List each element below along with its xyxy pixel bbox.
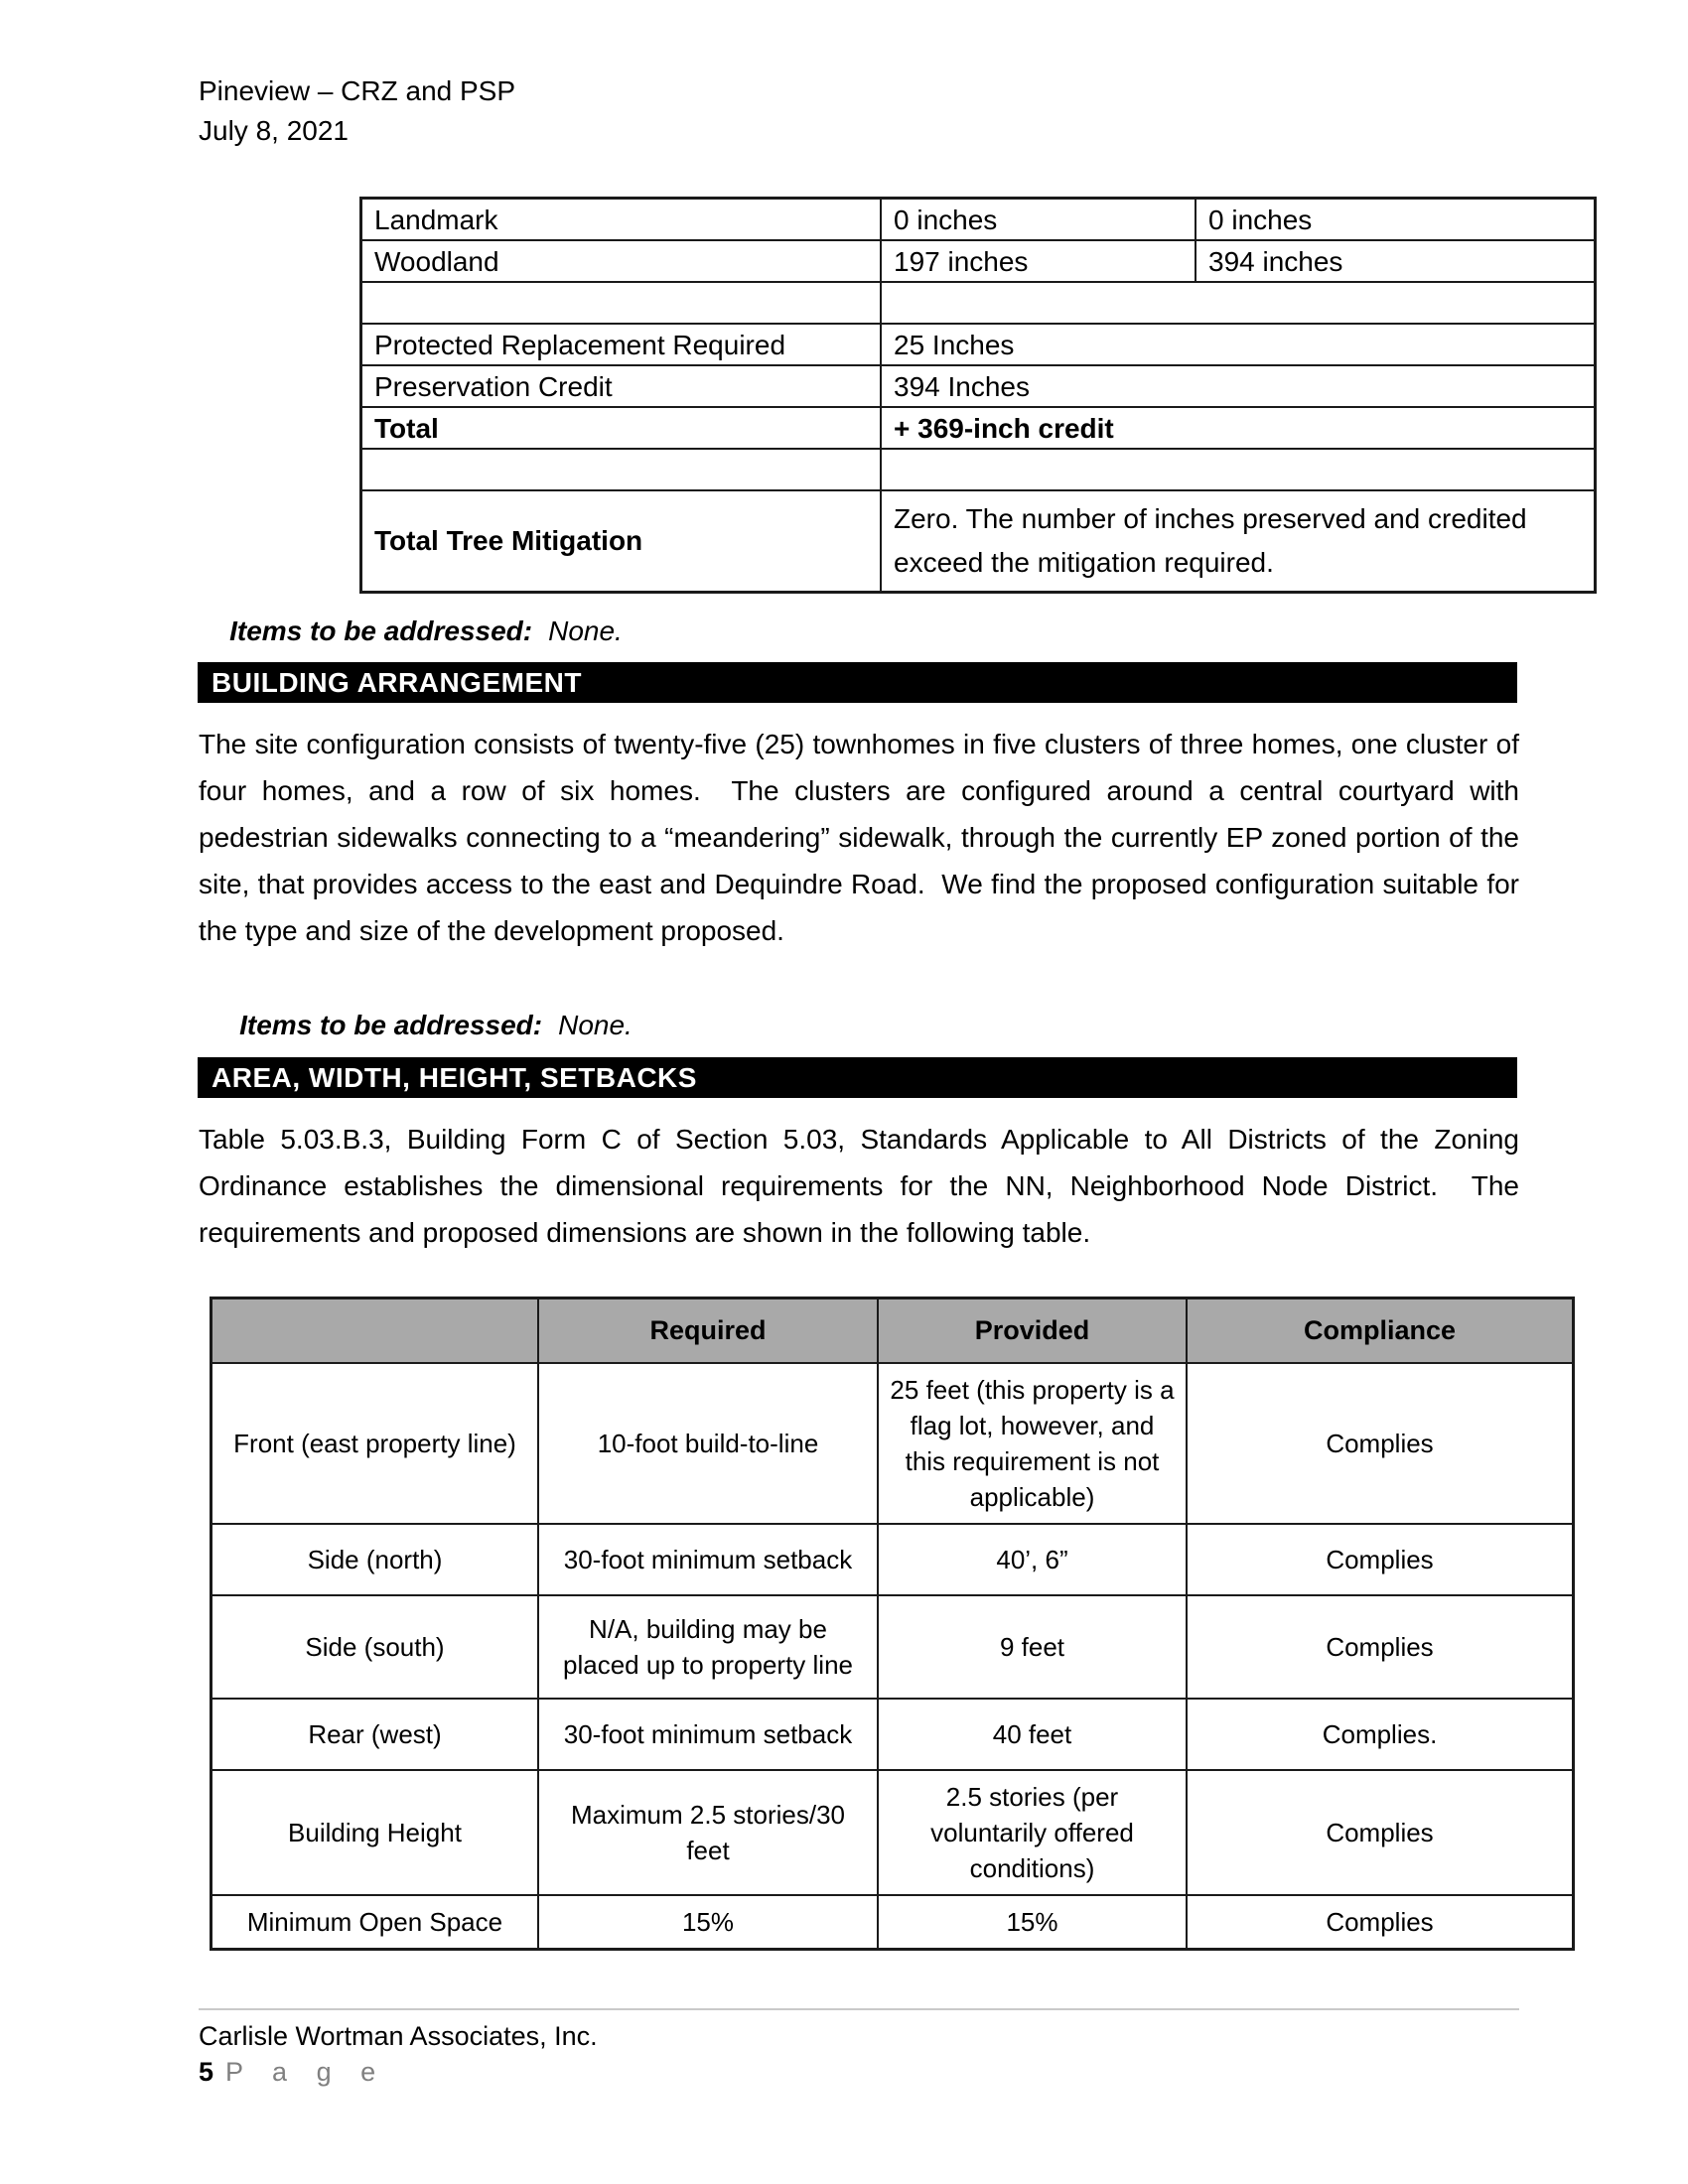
table-row [211,1770,1574,1895]
dimensional-requirements-table [210,1297,1575,1951]
cell-provided: 40’, 6” [878,1524,1187,1595]
cell-provided: 15% [878,1895,1187,1950]
cell-label [361,282,882,324]
footer-company: Carlisle Wortman Associates, Inc. [199,2021,598,2051]
cell-required: 30-foot minimum setback [538,1524,878,1595]
document-header [199,71,515,151]
table-row [361,324,1596,365]
cell-name: Building Height [211,1770,539,1895]
building-arrangement-paragraph: The site configuration consists of twenty-five (25) townhomes in five clusters of three homes, one cluster of four homes, and a row of six homes. The clusters are configured around a central courtyard with pedestrian sidewalks connecting to a “meandering” sidewalk, through the currently EP zoned portion of the site, that provides access to the east and Dequindre Road. We find the proposed configuration suitable for the type and size of the development proposed. [199,729,1527,946]
cell-required: 10-foot build-to-line [538,1363,878,1524]
cell-provided: 2.5 stories (per voluntarily offered conditions) [878,1770,1187,1895]
header-cell-compliance: Compliance [1187,1298,1574,1364]
cell-value: Zero. The number of inches preserved and credited exceed the mitigation required. [881,490,1596,593]
cell-label: Preservation Credit [361,365,882,407]
table-row [361,199,1596,241]
cell-required: 15% [538,1895,878,1950]
cell-name: Front (east property line) [211,1363,539,1524]
section-title: BUILDING ARRANGEMENT [211,666,582,698]
cell-name: Minimum Open Space [211,1895,539,1950]
items-label: Items to be addressed: [239,1010,543,1040]
tree-mitigation-table [359,197,1597,594]
table-row [361,449,1596,490]
cell-label: Woodland [361,240,882,282]
section-title: AREA, WIDTH, HEIGHT, SETBACKS [211,1061,697,1093]
cell-compliance: Complies [1187,1363,1574,1524]
cell-provided: 25 feet (this property is a flag lot, however, and this requirement is not applicable) [878,1363,1187,1524]
footer-page-line [199,2057,386,2088]
page-label: P a g e [225,2057,387,2087]
table-header-row [211,1298,1574,1364]
cell-required: Maximum 2.5 stories/30 feet [538,1770,878,1895]
table-row [211,1895,1574,1950]
cell-name: Rear (west) [211,1699,539,1770]
cell-provided: 9 feet [878,1595,1187,1699]
cell-value: 394 Inches [881,365,1596,407]
table-row [361,365,1596,407]
section-banner-area-width-height-setbacks [198,1057,1517,1098]
table-row [361,282,1596,324]
cell-compliance: Complies [1187,1895,1574,1950]
cell-required: 30-foot minimum setback [538,1699,878,1770]
header-cell-required: Required [538,1298,878,1364]
cell-value [881,282,1596,324]
cell-compliance: Complies. [1187,1699,1574,1770]
items-value: None. [548,615,623,646]
area-setbacks-paragraph: Table 5.03.B.3, Building Form C of Section 5.03, Standards Applicable to All Districts of the Zoning Ordinance establishes the dimensional requirements for the NN, Neighborhood Node District. The requirements and proposed dimensions are shown in the following table. [199,1124,1527,1248]
table-row [211,1595,1574,1699]
table-row [361,240,1596,282]
table-row [211,1524,1574,1595]
page-number: 5 [199,2057,214,2087]
document-title: Pineview – CRZ and PSP [199,75,516,106]
section-banner-building-arrangement [198,662,1517,703]
cell-label: Protected Replacement Required [361,324,882,365]
cell-compliance: Complies [1187,1770,1574,1895]
table-row [361,407,1596,449]
cell-label: Landmark [361,199,882,241]
cell-name: Side (north) [211,1524,539,1595]
footer-divider [199,2008,1519,2010]
table-row [211,1363,1574,1524]
cell-value: + 369-inch credit [881,407,1596,449]
table-row [361,490,1596,593]
cell-value: 0 inches [881,199,1196,241]
header-cell-provided: Provided [878,1298,1187,1364]
table-row [211,1699,1574,1770]
header-cell-blank [211,1298,539,1364]
cell-value: 197 inches [881,240,1196,282]
cell-required: N/A, building may be placed up to property line [538,1595,878,1699]
cell-name: Side (south) [211,1595,539,1699]
cell-value: 0 inches [1196,199,1596,241]
cell-compliance: Complies [1187,1524,1574,1595]
cell-value: 25 Inches [881,324,1596,365]
cell-value: 394 inches [1196,240,1596,282]
cell-label [361,449,882,490]
items-label: Items to be addressed: [229,615,533,646]
document-date: July 8, 2021 [199,115,349,146]
cell-value [881,449,1596,490]
cell-label: Total Tree Mitigation [361,490,882,593]
items-value: None. [558,1010,633,1040]
cell-label: Total [361,407,882,449]
cell-provided: 40 feet [878,1699,1187,1770]
cell-compliance: Complies [1187,1595,1574,1699]
